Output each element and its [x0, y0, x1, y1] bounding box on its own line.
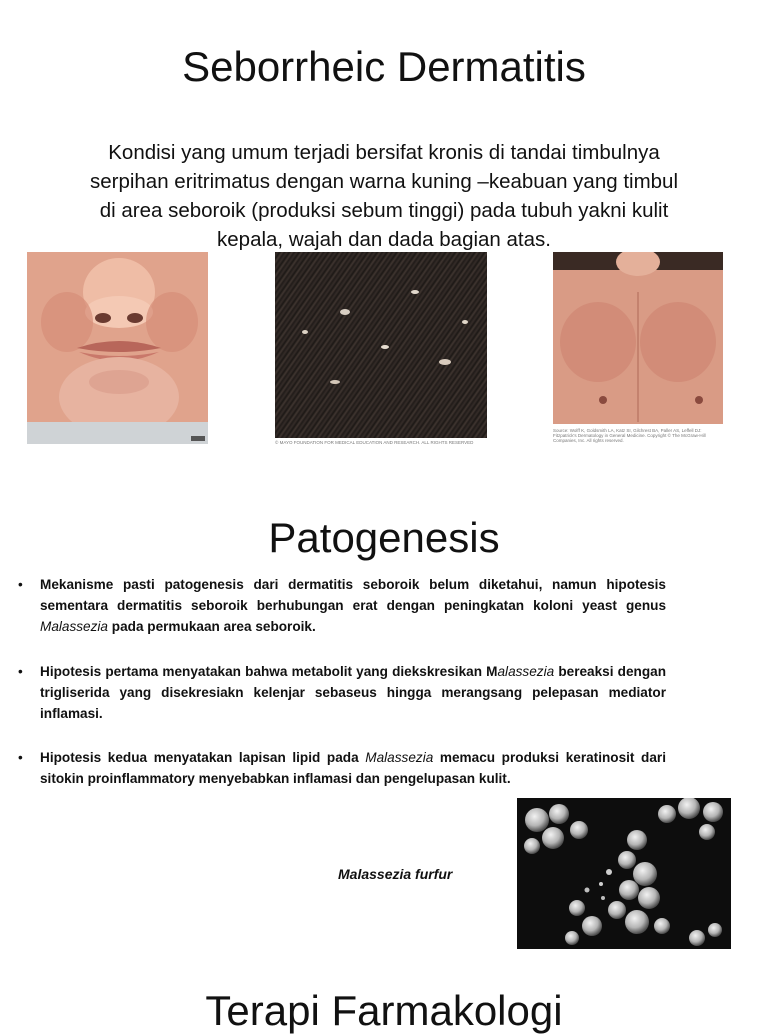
- malassezia-furfur-label: Malassezia furfur: [338, 866, 453, 882]
- chest-illustration: [553, 252, 723, 424]
- bullet-item-mekanisme: [18, 574, 666, 637]
- scalp-photo: [275, 252, 487, 438]
- face-photo: [27, 252, 208, 444]
- bullet-text-italic: Malassezia: [365, 750, 434, 765]
- malassezia-microscopy-photo: [517, 798, 731, 949]
- bullet-text-before: Hipotesis kedua menyatakan lapisan lipid pada: [40, 750, 366, 765]
- bullet-dot-icon: •: [18, 577, 23, 592]
- scalp-illustration: [275, 252, 487, 438]
- bullet-text-before: Mekanisme pasti patogenesis dari dermatitis seboroik belum diketahui, namun hipotesis sementara dermatitis seboroik berhubungan erat dengan peningkatan koloni yeast genus: [40, 577, 666, 613]
- bullet-text-after: pada permukaan area seboroik.: [108, 619, 316, 634]
- chest-photo: [553, 252, 723, 424]
- intro-paragraph: [52, 138, 716, 254]
- bullet-text-after: bereaksi dengan trigliserida yang disekresiakn kelenjar sebaseus hingga merangsang pelepasan mediator inflamasi.: [40, 664, 666, 721]
- bullet-dot-icon: •: [18, 750, 23, 765]
- scalp-photo-caption: © MAYO FOUNDATION FOR MEDICAL EDUCATION AND RESEARCH. ALL RIGHTS RESERVED: [275, 440, 474, 445]
- intro-line-2: serpihan eritrimatus dengan warna kuning –keabuan yang timbul: [89, 170, 679, 193]
- intro-line-1: Kondisi yang umum terjadi bersifat kronis di tandai timbulnya: [108, 141, 660, 164]
- bullet-item-hipotesis-kedua: [18, 747, 666, 789]
- intro-line-3: di area seboroik (produksi sebum tinggi) pada tubuh yakni kulit: [99, 199, 669, 222]
- pathogenesis-bullet-list: [18, 574, 666, 789]
- slide-title-seborrheic: Seborrheic Dermatitis: [182, 43, 586, 90]
- chest-photo-caption: Source: Wolff K, Goldsmith LA, Katz SI, Gilchrest BA, Paller AS, Leffell DJ: Fitzpatrick's Dermatology in General Medicine. Copyright © The McGraw-Hill Companies, Inc. All rights reserved.: [553, 428, 706, 443]
- face-illustration: [27, 252, 208, 444]
- bullet-text-before: Hipotesis pertama menyatakan bahwa metabolit yang diekskresikan M: [40, 664, 498, 679]
- intro-line-4: kepala, wajah dan dada bagian atas.: [217, 228, 551, 251]
- section-title-patogenesis: Patogenesis: [268, 514, 500, 561]
- yeast-cells-illustration: [517, 798, 731, 949]
- section-title-terapi: Terapi Farmakologi: [205, 987, 563, 1034]
- bullet-text-italic: Malassezia: [40, 619, 108, 634]
- bullet-text-after: memacu produksi keratinosit dari sitokin proinflammatory menyebabkan inflamasi dan pengelupasan kulit.: [40, 750, 666, 786]
- bullet-dot-icon: •: [18, 664, 23, 679]
- bullet-item-hipotesis-pertama: [18, 661, 666, 724]
- bullet-text-italic: alassezia: [497, 664, 555, 679]
